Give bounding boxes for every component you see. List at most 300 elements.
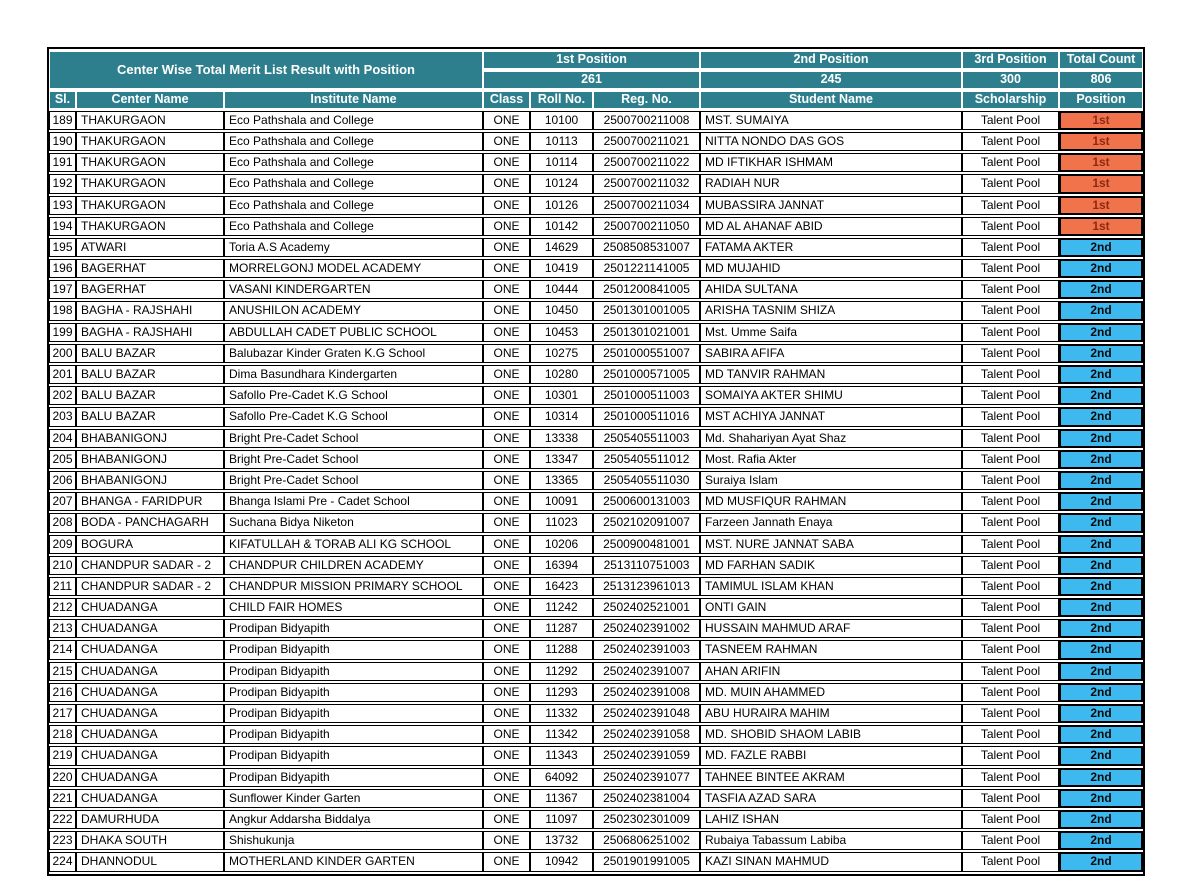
table-row xyxy=(49,746,1143,765)
table-row xyxy=(49,852,1143,871)
cell-position: 2nd xyxy=(1059,492,1143,511)
cell-center-name: BALU BAZAR xyxy=(76,386,224,405)
cell-class: ONE xyxy=(483,535,530,554)
cell-reg-no: 2502402391077 xyxy=(593,768,700,787)
cell-reg-no: 2502402521001 xyxy=(593,598,700,617)
group-header-2nd-position: 2nd Position xyxy=(700,51,962,69)
cell-center-name: BAGHA - RAJSHAHI xyxy=(76,301,224,320)
cell-scholarship: Talent Pool xyxy=(962,513,1059,532)
cell-institute-name: Bright Pre-Cadet School xyxy=(224,429,483,448)
count-2nd-position: 245 xyxy=(700,71,962,89)
table-row xyxy=(49,704,1143,723)
cell-institute-name: Eco Pathshala and College xyxy=(224,217,483,236)
cell-sl: 210 xyxy=(49,556,76,575)
table-row xyxy=(49,556,1143,575)
cell-center-name: BAGERHAT xyxy=(76,280,224,299)
cell-scholarship: Talent Pool xyxy=(962,407,1059,426)
cell-class: ONE xyxy=(483,174,530,193)
cell-institute-name: CHANDPUR CHILDREN ACADEMY xyxy=(224,556,483,575)
table-row xyxy=(49,132,1143,151)
cell-institute-name: Prodipan Bidyapith xyxy=(224,704,483,723)
table-row xyxy=(49,640,1143,659)
cell-student-name: MST. NURE JANNAT SABA xyxy=(700,535,962,554)
cell-position: 1st xyxy=(1059,111,1143,130)
cell-position: 2nd xyxy=(1059,429,1143,448)
cell-scholarship: Talent Pool xyxy=(962,662,1059,681)
cell-center-name: BODA - PANCHAGARH xyxy=(76,513,224,532)
cell-roll-no: 13732 xyxy=(530,831,593,850)
cell-roll-no: 11343 xyxy=(530,746,593,765)
cell-center-name: CHUADANGA xyxy=(76,768,224,787)
cell-position: 2nd xyxy=(1059,598,1143,617)
table-row xyxy=(49,217,1143,236)
cell-institute-name: Eco Pathshala and College xyxy=(224,153,483,172)
cell-scholarship: Talent Pool xyxy=(962,323,1059,342)
cell-student-name: NITTA NONDO DAS GOS xyxy=(700,132,962,151)
cell-student-name: MD IFTIKHAR ISHMAM xyxy=(700,153,962,172)
table-row xyxy=(49,598,1143,617)
cell-sl: 189 xyxy=(49,111,76,130)
cell-class: ONE xyxy=(483,153,530,172)
group-header-1st-position: 1st Position xyxy=(483,51,700,69)
cell-position: 2nd xyxy=(1059,450,1143,469)
cell-roll-no: 10419 xyxy=(530,259,593,278)
cell-scholarship: Talent Pool xyxy=(962,111,1059,130)
cell-center-name: CHANDPUR SADAR - 2 xyxy=(76,556,224,575)
cell-institute-name: MORRELGONJ MODEL ACADEMY xyxy=(224,259,483,278)
cell-center-name: CHUADANGA xyxy=(76,725,224,744)
table-row xyxy=(49,450,1143,469)
cell-student-name: AHIDA SULTANA xyxy=(700,280,962,299)
cell-student-name: AHAN ARIFIN xyxy=(700,662,962,681)
cell-reg-no: 2513110751003 xyxy=(593,556,700,575)
cell-sl: 215 xyxy=(49,662,76,681)
count-1st-position: 261 xyxy=(483,71,700,89)
cell-roll-no: 10114 xyxy=(530,153,593,172)
table-header xyxy=(49,51,1143,109)
cell-sl: 206 xyxy=(49,471,76,490)
cell-reg-no: 2501200841005 xyxy=(593,280,700,299)
cell-institute-name: MOTHERLAND KINDER GARTEN xyxy=(224,852,483,871)
cell-roll-no: 11332 xyxy=(530,704,593,723)
table-row xyxy=(49,768,1143,787)
cell-institute-name: Safollo Pre-Cadet K.G School xyxy=(224,386,483,405)
cell-center-name: DAMURHUDA xyxy=(76,810,224,829)
cell-position: 2nd xyxy=(1059,725,1143,744)
cell-institute-name: Suchana Bidya Niketon xyxy=(224,513,483,532)
cell-scholarship: Talent Pool xyxy=(962,619,1059,638)
cell-roll-no: 11023 xyxy=(530,513,593,532)
cell-class: ONE xyxy=(483,132,530,151)
col-header-sl: Sl. xyxy=(49,91,76,109)
cell-roll-no: 13365 xyxy=(530,471,593,490)
cell-sl: 209 xyxy=(49,535,76,554)
cell-reg-no: 2500700211032 xyxy=(593,174,700,193)
cell-class: ONE xyxy=(483,789,530,808)
cell-reg-no: 2513123961013 xyxy=(593,577,700,596)
cell-reg-no: 2501000511016 xyxy=(593,407,700,426)
cell-reg-no: 2502402391003 xyxy=(593,640,700,659)
cell-student-name: Mst. Umme Saifa xyxy=(700,323,962,342)
table-row xyxy=(49,238,1143,257)
cell-position: 2nd xyxy=(1059,407,1143,426)
cell-center-name: BHABANIGONJ xyxy=(76,429,224,448)
cell-scholarship: Talent Pool xyxy=(962,217,1059,236)
cell-reg-no: 2502402391007 xyxy=(593,662,700,681)
cell-student-name: MST ACHIYA JANNAT xyxy=(700,407,962,426)
cell-reg-no: 2502402391002 xyxy=(593,619,700,638)
cell-center-name: DHANNODUL xyxy=(76,852,224,871)
cell-sl: 190 xyxy=(49,132,76,151)
cell-scholarship: Talent Pool xyxy=(962,301,1059,320)
cell-sl: 213 xyxy=(49,619,76,638)
cell-institute-name: ANUSHILON ACADEMY xyxy=(224,301,483,320)
cell-institute-name: Eco Pathshala and College xyxy=(224,132,483,151)
cell-reg-no: 2501901991005 xyxy=(593,852,700,871)
cell-center-name: BALU BAZAR xyxy=(76,344,224,363)
cell-roll-no: 10450 xyxy=(530,301,593,320)
cell-institute-name: Prodipan Bidyapith xyxy=(224,768,483,787)
table-row xyxy=(49,429,1143,448)
cell-institute-name: CHANDPUR MISSION PRIMARY SCHOOL xyxy=(224,577,483,596)
table-row xyxy=(49,810,1143,829)
table-row xyxy=(49,492,1143,511)
cell-position: 2nd xyxy=(1059,259,1143,278)
cell-roll-no: 16394 xyxy=(530,556,593,575)
table-row xyxy=(49,577,1143,596)
cell-reg-no: 2500700211021 xyxy=(593,132,700,151)
cell-institute-name: Prodipan Bidyapith xyxy=(224,725,483,744)
cell-position: 2nd xyxy=(1059,513,1143,532)
table-row xyxy=(49,196,1143,215)
cell-student-name: ARISHA TASNIM SHIZA xyxy=(700,301,962,320)
col-header-scholarship: Scholarship xyxy=(962,91,1059,109)
table-row xyxy=(49,280,1143,299)
cell-scholarship: Talent Pool xyxy=(962,535,1059,554)
table-row xyxy=(49,386,1143,405)
cell-position: 2nd xyxy=(1059,831,1143,850)
merit-list-table xyxy=(49,49,1143,874)
table-row xyxy=(49,174,1143,193)
table-row xyxy=(49,535,1143,554)
cell-class: ONE xyxy=(483,513,530,532)
cell-class: ONE xyxy=(483,344,530,363)
cell-sl: 201 xyxy=(49,365,76,384)
cell-position: 2nd xyxy=(1059,280,1143,299)
cell-reg-no: 2502402391048 xyxy=(593,704,700,723)
cell-sl: 205 xyxy=(49,450,76,469)
cell-student-name: MD AL AHANAF ABID xyxy=(700,217,962,236)
cell-scholarship: Talent Pool xyxy=(962,598,1059,617)
cell-student-name: TASFIA AZAD SARA xyxy=(700,789,962,808)
cell-sl: 211 xyxy=(49,577,76,596)
cell-class: ONE xyxy=(483,259,530,278)
cell-institute-name: Prodipan Bidyapith xyxy=(224,640,483,659)
cell-institute-name: Angkur Addarsha Biddalya xyxy=(224,810,483,829)
cell-institute-name: Shishukunja xyxy=(224,831,483,850)
cell-position: 2nd xyxy=(1059,683,1143,702)
cell-center-name: CHUADANGA xyxy=(76,619,224,638)
cell-reg-no: 2500700211050 xyxy=(593,217,700,236)
cell-position: 1st xyxy=(1059,132,1143,151)
cell-position: 1st xyxy=(1059,153,1143,172)
cell-position: 2nd xyxy=(1059,577,1143,596)
cell-center-name: BHABANIGONJ xyxy=(76,471,224,490)
cell-center-name: THAKURGAON xyxy=(76,111,224,130)
cell-student-name: TASNEEM RAHMAN xyxy=(700,640,962,659)
cell-sl: 221 xyxy=(49,789,76,808)
cell-reg-no: 2502402391059 xyxy=(593,746,700,765)
cell-reg-no: 2501000511003 xyxy=(593,386,700,405)
col-header-position: Position xyxy=(1059,91,1143,109)
table-row xyxy=(49,513,1143,532)
cell-institute-name: Safollo Pre-Cadet K.G School xyxy=(224,407,483,426)
cell-roll-no: 10280 xyxy=(530,365,593,384)
cell-roll-no: 10275 xyxy=(530,344,593,363)
cell-position: 2nd xyxy=(1059,640,1143,659)
cell-position: 2nd xyxy=(1059,535,1143,554)
cell-roll-no: 10301 xyxy=(530,386,593,405)
cell-student-name: MD TANVIR RAHMAN xyxy=(700,365,962,384)
cell-center-name: DHAKA SOUTH xyxy=(76,831,224,850)
cell-sl: 207 xyxy=(49,492,76,511)
cell-roll-no: 11097 xyxy=(530,810,593,829)
cell-class: ONE xyxy=(483,301,530,320)
cell-sl: 197 xyxy=(49,280,76,299)
cell-student-name: LAHIZ ISHAN xyxy=(700,810,962,829)
cell-roll-no: 10142 xyxy=(530,217,593,236)
cell-reg-no: 2500700211022 xyxy=(593,153,700,172)
cell-center-name: BALU BAZAR xyxy=(76,365,224,384)
cell-position: 2nd xyxy=(1059,704,1143,723)
cell-student-name: SOMAIYA AKTER SHIMU xyxy=(700,386,962,405)
cell-center-name: CHUADANGA xyxy=(76,598,224,617)
cell-roll-no: 10314 xyxy=(530,407,593,426)
cell-roll-no: 10444 xyxy=(530,280,593,299)
cell-scholarship: Talent Pool xyxy=(962,471,1059,490)
cell-class: ONE xyxy=(483,323,530,342)
cell-roll-no: 11367 xyxy=(530,789,593,808)
cell-class: ONE xyxy=(483,725,530,744)
table-row xyxy=(49,725,1143,744)
cell-sl: 202 xyxy=(49,386,76,405)
cell-reg-no: 2502302301009 xyxy=(593,810,700,829)
cell-roll-no: 10100 xyxy=(530,111,593,130)
cell-reg-no: 2500600131003 xyxy=(593,492,700,511)
cell-class: ONE xyxy=(483,407,530,426)
cell-class: ONE xyxy=(483,386,530,405)
cell-class: ONE xyxy=(483,450,530,469)
cell-scholarship: Talent Pool xyxy=(962,386,1059,405)
cell-institute-name: Bhanga Islami Pre - Cadet School xyxy=(224,492,483,511)
cell-sl: 195 xyxy=(49,238,76,257)
cell-roll-no: 13347 xyxy=(530,450,593,469)
cell-class: ONE xyxy=(483,831,530,850)
cell-class: ONE xyxy=(483,619,530,638)
table-row xyxy=(49,365,1143,384)
cell-scholarship: Talent Pool xyxy=(962,704,1059,723)
cell-student-name: TAMIMUL ISLAM KHAN xyxy=(700,577,962,596)
merit-list-table-container xyxy=(47,47,1145,876)
cell-reg-no: 2505405511030 xyxy=(593,471,700,490)
col-header-center-name: Center Name xyxy=(76,91,224,109)
cell-scholarship: Talent Pool xyxy=(962,153,1059,172)
cell-center-name: THAKURGAON xyxy=(76,132,224,151)
cell-scholarship: Talent Pool xyxy=(962,640,1059,659)
col-header-reg-no: Reg. No. xyxy=(593,91,700,109)
cell-sl: 191 xyxy=(49,153,76,172)
cell-institute-name: Eco Pathshala and College xyxy=(224,111,483,130)
cell-center-name: CHUADANGA xyxy=(76,683,224,702)
cell-institute-name: Eco Pathshala and College xyxy=(224,196,483,215)
cell-student-name: SABIRA AFIFA xyxy=(700,344,962,363)
cell-position: 2nd xyxy=(1059,768,1143,787)
cell-center-name: CHUADANGA xyxy=(76,789,224,808)
cell-position: 2nd xyxy=(1059,365,1143,384)
cell-scholarship: Talent Pool xyxy=(962,556,1059,575)
cell-institute-name: Prodipan Bidyapith xyxy=(224,683,483,702)
cell-class: ONE xyxy=(483,704,530,723)
cell-sl: 203 xyxy=(49,407,76,426)
cell-position: 2nd xyxy=(1059,810,1143,829)
cell-institute-name: Prodipan Bidyapith xyxy=(224,746,483,765)
cell-position: 1st xyxy=(1059,196,1143,215)
table-row xyxy=(49,301,1143,320)
col-header-student-name: Student Name xyxy=(700,91,962,109)
cell-center-name: THAKURGAON xyxy=(76,153,224,172)
cell-sl: 218 xyxy=(49,725,76,744)
cell-scholarship: Talent Pool xyxy=(962,238,1059,257)
cell-institute-name: KIFATULLAH & TORAB ALI KG SCHOOL xyxy=(224,535,483,554)
cell-student-name: MD. MUIN AHAMMED xyxy=(700,683,962,702)
cell-sl: 216 xyxy=(49,683,76,702)
cell-roll-no: 10453 xyxy=(530,323,593,342)
count-total: 806 xyxy=(1059,71,1143,89)
table-row xyxy=(49,153,1143,172)
cell-reg-no: 2500900481001 xyxy=(593,535,700,554)
cell-roll-no: 11342 xyxy=(530,725,593,744)
cell-position: 2nd xyxy=(1059,386,1143,405)
cell-institute-name: Bright Pre-Cadet School xyxy=(224,450,483,469)
cell-institute-name: Dima Basundhara Kindergarten xyxy=(224,365,483,384)
cell-center-name: CHUADANGA xyxy=(76,662,224,681)
cell-class: ONE xyxy=(483,492,530,511)
cell-center-name: CHUADANGA xyxy=(76,704,224,723)
col-header-class: Class xyxy=(483,91,530,109)
cell-center-name: BALU BAZAR xyxy=(76,407,224,426)
cell-position: 2nd xyxy=(1059,323,1143,342)
table-row xyxy=(49,831,1143,850)
cell-reg-no: 2501221141005 xyxy=(593,259,700,278)
cell-institute-name: Prodipan Bidyapith xyxy=(224,662,483,681)
cell-roll-no: 10113 xyxy=(530,132,593,151)
cell-institute-name: Prodipan Bidyapith xyxy=(224,619,483,638)
cell-class: ONE xyxy=(483,852,530,871)
table-row xyxy=(49,683,1143,702)
cell-class: ONE xyxy=(483,768,530,787)
cell-student-name: MUBASSIRA JANNAT xyxy=(700,196,962,215)
cell-scholarship: Talent Pool xyxy=(962,132,1059,151)
cell-class: ONE xyxy=(483,683,530,702)
cell-scholarship: Talent Pool xyxy=(962,725,1059,744)
cell-class: ONE xyxy=(483,556,530,575)
table-row xyxy=(49,789,1143,808)
cell-center-name: BAGHA - RAJSHAHI xyxy=(76,323,224,342)
cell-scholarship: Talent Pool xyxy=(962,259,1059,278)
cell-sl: 222 xyxy=(49,810,76,829)
cell-roll-no: 14629 xyxy=(530,238,593,257)
cell-roll-no: 11288 xyxy=(530,640,593,659)
cell-scholarship: Talent Pool xyxy=(962,831,1059,850)
cell-class: ONE xyxy=(483,746,530,765)
cell-class: ONE xyxy=(483,365,530,384)
cell-position: 1st xyxy=(1059,217,1143,236)
cell-scholarship: Talent Pool xyxy=(962,789,1059,808)
table-row xyxy=(49,259,1143,278)
cell-center-name: THAKURGAON xyxy=(76,196,224,215)
cell-student-name: Farzeen Jannath Enaya xyxy=(700,513,962,532)
cell-reg-no: 2505405511012 xyxy=(593,450,700,469)
cell-student-name: Most. Rafia Akter xyxy=(700,450,962,469)
cell-sl: 224 xyxy=(49,852,76,871)
cell-roll-no: 11287 xyxy=(530,619,593,638)
cell-institute-name: Bright Pre-Cadet School xyxy=(224,471,483,490)
cell-sl: 196 xyxy=(49,259,76,278)
cell-roll-no: 13338 xyxy=(530,429,593,448)
cell-roll-no: 11293 xyxy=(530,683,593,702)
cell-sl: 214 xyxy=(49,640,76,659)
cell-scholarship: Talent Pool xyxy=(962,577,1059,596)
cell-student-name: FATAMA AKTER xyxy=(700,238,962,257)
cell-center-name: BAGERHAT xyxy=(76,259,224,278)
cell-institute-name: CHILD FAIR HOMES xyxy=(224,598,483,617)
table-row xyxy=(49,662,1143,681)
cell-scholarship: Talent Pool xyxy=(962,429,1059,448)
cell-reg-no: 2500700211008 xyxy=(593,111,700,130)
cell-student-name: RADIAH NUR xyxy=(700,174,962,193)
cell-center-name: THAKURGAON xyxy=(76,217,224,236)
cell-position: 2nd xyxy=(1059,301,1143,320)
cell-reg-no: 2502102091007 xyxy=(593,513,700,532)
cell-sl: 200 xyxy=(49,344,76,363)
cell-student-name: MD. SHOBID SHAOM LABIB xyxy=(700,725,962,744)
cell-institute-name: Eco Pathshala and College xyxy=(224,174,483,193)
cell-institute-name: Balubazar Kinder Graten K.G School xyxy=(224,344,483,363)
cell-reg-no: 2501301021001 xyxy=(593,323,700,342)
cell-institute-name: VASANI KINDERGARTEN xyxy=(224,280,483,299)
cell-scholarship: Talent Pool xyxy=(962,174,1059,193)
cell-roll-no: 10124 xyxy=(530,174,593,193)
table-row xyxy=(49,407,1143,426)
cell-reg-no: 2508508531007 xyxy=(593,238,700,257)
cell-sl: 220 xyxy=(49,768,76,787)
cell-student-name: HUSSAIN MAHMUD ARAF xyxy=(700,619,962,638)
cell-student-name: ONTI GAIN xyxy=(700,598,962,617)
cell-student-name: TAHNEE BINTEE AKRAM xyxy=(700,768,962,787)
cell-institute-name: Sunflower Kinder Garten xyxy=(224,789,483,808)
cell-roll-no: 10126 xyxy=(530,196,593,215)
cell-reg-no: 2506806251002 xyxy=(593,831,700,850)
cell-student-name: Rubaiya Tabassum Labiba xyxy=(700,831,962,850)
cell-center-name: BHABANIGONJ xyxy=(76,450,224,469)
cell-roll-no: 16423 xyxy=(530,577,593,596)
cell-center-name: CHANDPUR SADAR - 2 xyxy=(76,577,224,596)
cell-scholarship: Talent Pool xyxy=(962,365,1059,384)
cell-position: 2nd xyxy=(1059,238,1143,257)
cell-position: 2nd xyxy=(1059,556,1143,575)
cell-position: 2nd xyxy=(1059,662,1143,681)
cell-reg-no: 2502402391058 xyxy=(593,725,700,744)
